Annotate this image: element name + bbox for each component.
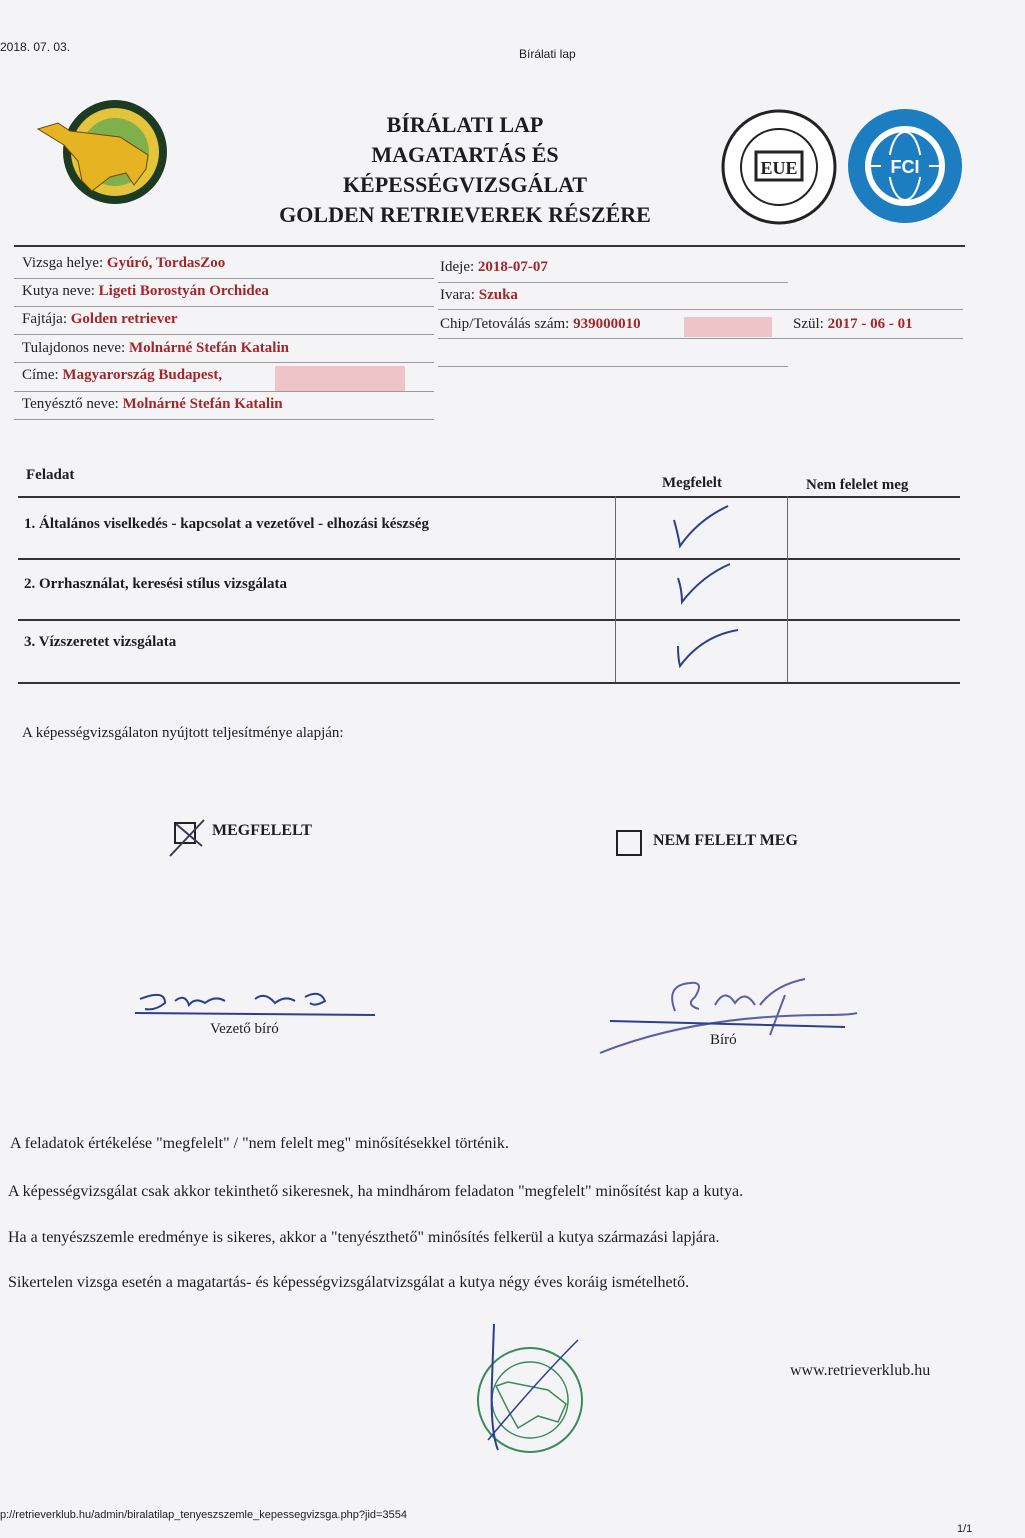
check-mark-icon — [670, 560, 740, 608]
note-3: Ha a tenyészszemle eredménye is sikeres, akkor a "tenyészthető" minősítés felkerül a kutya származási lapjára. — [8, 1229, 720, 1246]
note-4: Sikertelen vizsga esetén a magatartás- és képességvizsgálatvizsgálat a kutya négy éves koráig ismételhető. — [8, 1274, 690, 1291]
print-title: Bírálati lap — [519, 47, 576, 61]
title-line-4: GOLDEN RETRIEVEREK RÉSZÉRE — [279, 202, 651, 227]
meoe-logo — [720, 108, 838, 226]
field-chip-label: Chip/Tetoválás szám: — [440, 316, 570, 332]
website-link[interactable]: www.retrieverklub.hu — [790, 1362, 931, 1379]
table-header-pass: Megfelelt — [662, 475, 722, 491]
page-number: 1/1 — [957, 1523, 973, 1535]
golden-retriever-club-logo — [30, 95, 175, 210]
cross-mark-icon — [164, 812, 214, 860]
field-address-label: Címe: — [22, 367, 59, 383]
field-owner — [22, 340, 289, 357]
field-owner-label: Tulajdonos neve: — [22, 340, 126, 356]
field-breed — [22, 311, 178, 328]
result-intro: A képességvizsgálaton nyújtott teljesítménye alapján: — [22, 725, 344, 741]
field-date — [440, 259, 548, 276]
table-header-task: Feladat — [26, 467, 75, 483]
field-breed-value: Golden retriever — [70, 311, 178, 327]
field-underline — [438, 338, 963, 339]
club-stamp — [468, 1320, 598, 1460]
field-breed-label: Fajtája: — [22, 311, 67, 327]
table-header-fail: Nem felelet meg — [806, 477, 909, 493]
field-location-value: Gyúró, TordasZoo — [106, 255, 226, 271]
header-rule — [14, 245, 965, 247]
table-row-task-3: 3. Vízszeretet vizsgálata — [24, 634, 177, 650]
judge-label: Bíró — [710, 1032, 737, 1048]
field-underline — [14, 334, 434, 335]
lead-judge-signature — [135, 985, 380, 1025]
field-underline — [14, 362, 434, 363]
field-birth-label: Szül: — [793, 316, 824, 332]
table-row-rule — [18, 619, 960, 621]
table-col-divider — [615, 496, 616, 682]
fail-checkbox[interactable] — [616, 830, 642, 856]
table-col-divider — [787, 496, 788, 682]
table-row-task-1: 1. Általános viselkedés - kapcsolat a vezetővel - elhozási készség — [24, 516, 429, 532]
field-birth-value: 2017 - 06 - 01 — [827, 316, 913, 332]
field-chip — [440, 316, 641, 333]
table-header-rule — [18, 496, 960, 498]
field-birth — [793, 316, 913, 333]
redaction-address — [275, 366, 405, 392]
field-address-value: Magyarország Budapest, — [62, 367, 223, 383]
check-mark-icon — [668, 622, 744, 672]
document-title — [230, 110, 700, 230]
field-dog-name-value: Ligeti Borostyán Orchidea — [98, 283, 269, 299]
field-dog-name — [22, 283, 269, 300]
fci-logo — [845, 106, 965, 226]
table-row-rule — [18, 558, 960, 560]
check-mark-icon — [668, 500, 738, 552]
field-sex-value: Szuka — [478, 287, 518, 303]
lead-judge-label: Vezető bíró — [210, 1021, 279, 1037]
fail-label: NEM FELELT MEG — [653, 832, 798, 849]
field-location — [22, 255, 225, 272]
note-2: A képességvizsgálat csak akkor tekinthető sikeresnek, ha mindhárom feladaton "megfelelt" minősítést kap a kutya. — [8, 1183, 744, 1200]
field-sex-label: Ivara: — [440, 287, 475, 303]
field-underline — [438, 366, 788, 367]
print-date: 2018. 07. 03. — [0, 40, 71, 54]
title-line-3: KÉPESSÉGVIZSGÁLAT — [342, 172, 588, 197]
field-owner-value: Molnárné Stefán Katalin — [128, 340, 289, 356]
field-dog-name-label: Kutya neve: — [22, 283, 95, 299]
svg-text:FCI: FCI — [890, 157, 920, 177]
note-1: A feladatok értékelése "megfelelt" / "nem felelt meg" minősítésekkel történik. — [10, 1135, 509, 1152]
field-underline — [438, 309, 963, 310]
field-date-label: Ideje: — [440, 259, 475, 275]
field-address — [22, 367, 222, 384]
field-chip-value: 939000010 — [573, 316, 641, 332]
table-row-task-2: 2. Orrhasználat, keresési stílus vizsgálata — [24, 576, 288, 592]
field-date-value: 2018-07-07 — [477, 259, 548, 275]
redaction-chip — [684, 317, 772, 337]
field-breeder-label: Tenyésztő neve: — [22, 396, 119, 412]
field-underline — [14, 419, 434, 420]
title-line-2: MAGATARTÁS ÉS — [371, 142, 559, 167]
title-line-1: BÍRÁLATI LAP — [386, 112, 544, 137]
field-underline — [14, 391, 434, 392]
field-underline — [14, 306, 434, 307]
field-breeder — [22, 396, 283, 413]
field-underline — [14, 278, 434, 279]
pass-label: MEGFELELT — [212, 822, 312, 839]
field-sex — [440, 287, 518, 304]
field-underline — [438, 282, 788, 283]
svg-text:EUE: EUE — [760, 158, 798, 178]
field-breeder-value: Molnárné Stefán Katalin — [122, 396, 283, 412]
footer-url: p://retrieverklub.hu/admin/biralatilap_tenyeszszemle_kepessegvizsga.php?jid=3554 — [0, 1509, 407, 1521]
table-row-rule — [18, 682, 960, 684]
field-location-label: Vizsga helye: — [22, 255, 104, 271]
